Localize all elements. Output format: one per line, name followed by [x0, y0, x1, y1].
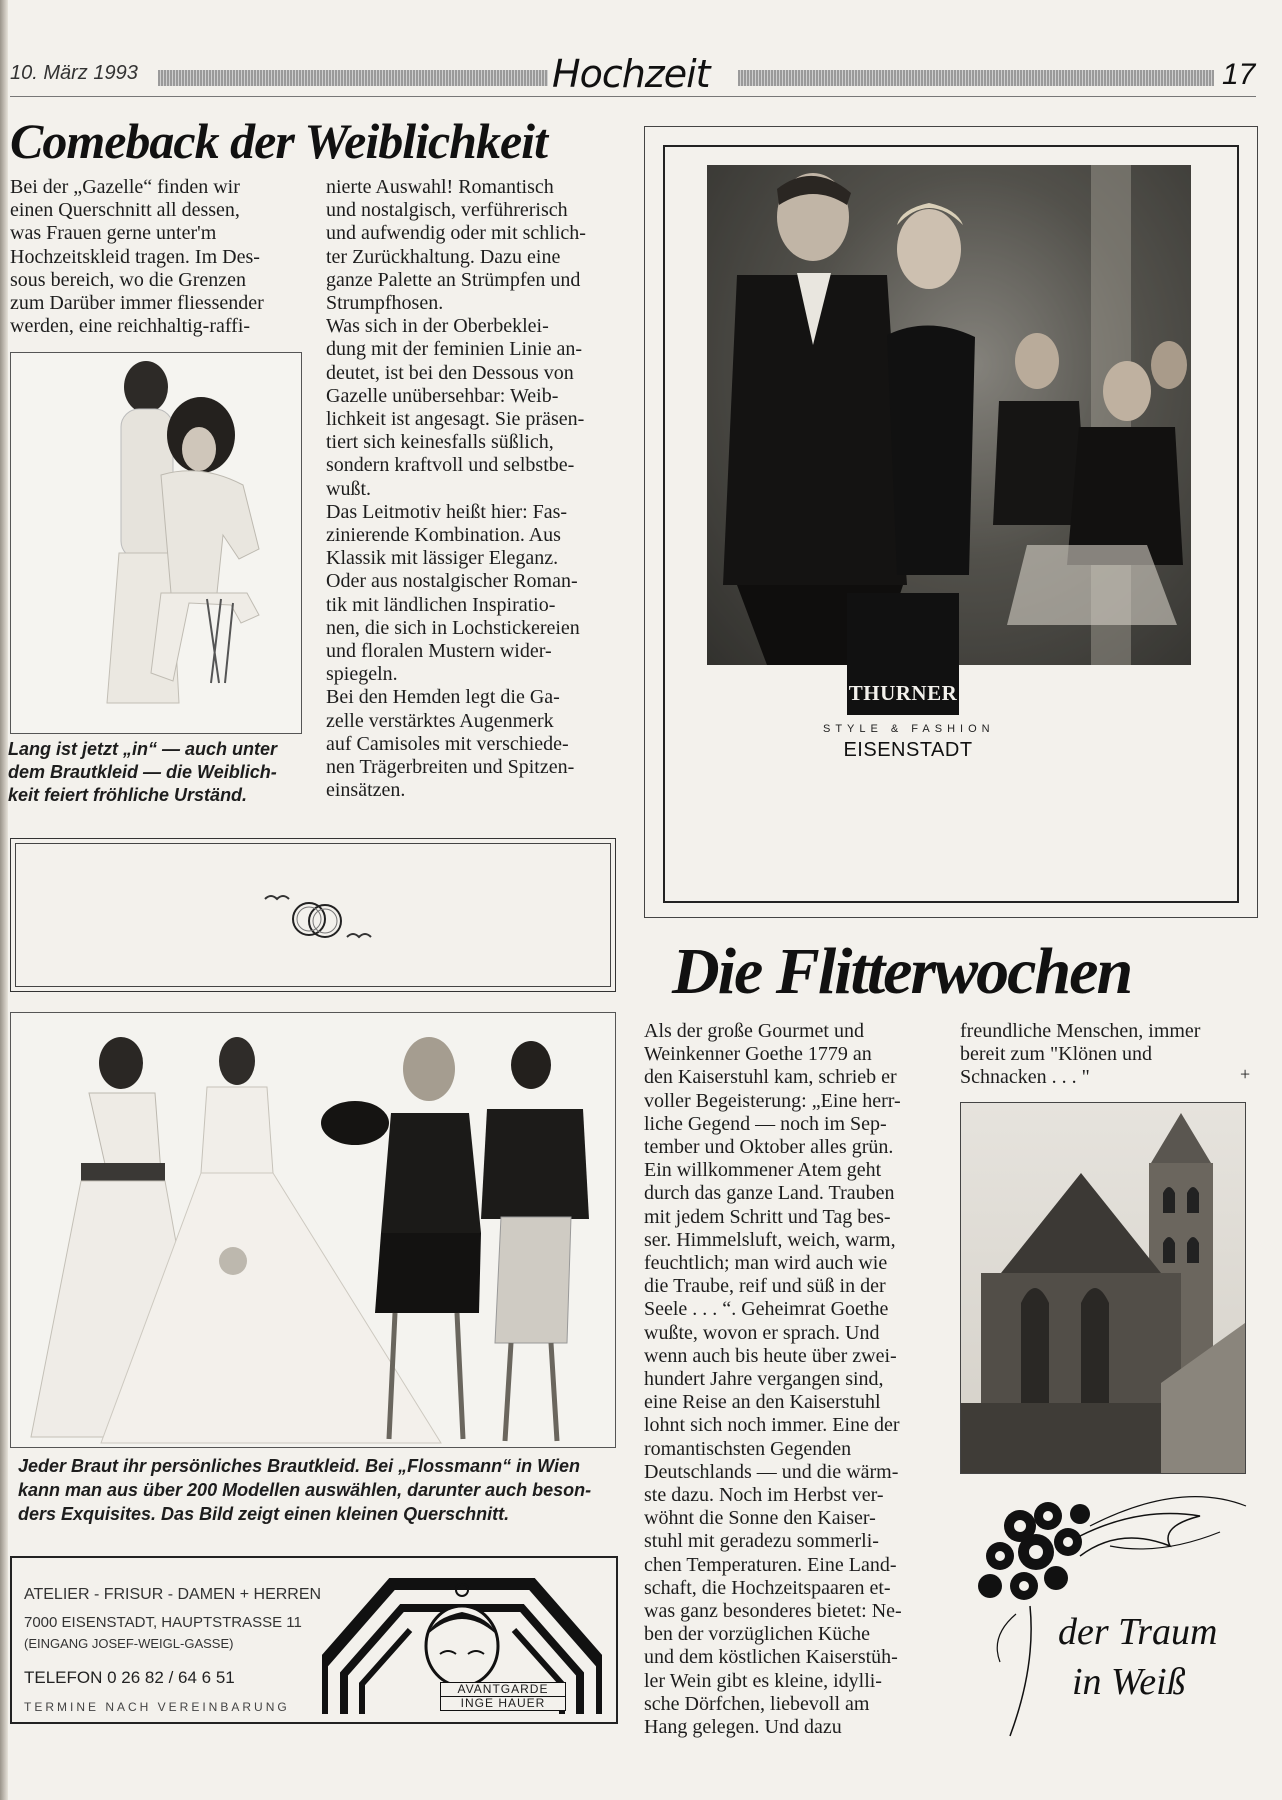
- avantgarde-appointments: TERMINE NACH VEREINBARUNG: [24, 1700, 290, 1714]
- thurner-ad: [644, 126, 1258, 918]
- article2-end-mark: +: [1240, 1064, 1251, 1084]
- page-number: 17: [1222, 58, 1256, 91]
- bridal-photo-caption: Jeder Braut ihr persönliches Brautkleid. Bei „Flossmann“ in Wien kann man aus über 200 Modellen auswählen, darunter auch beson- ders Exquisites. Das Bild zeigt einen kleinen Querschnitt.: [18, 1456, 592, 1524]
- avantgarde-services: ATELIER - FRISUR - DAMEN + HERREN: [24, 1586, 322, 1603]
- avantgarde-ad: [10, 1556, 618, 1724]
- wedding-rings-icon: [257, 889, 387, 949]
- header-rule-left: [158, 70, 548, 86]
- thurner-tagline: STYLE & FASHION: [823, 723, 995, 735]
- header-rule-right: [738, 70, 1214, 86]
- thurner-logo-text: THURNER: [848, 681, 958, 705]
- tuxedo-models-photo: [707, 165, 1191, 665]
- lingerie-photo: [10, 352, 302, 734]
- article1-headline: Comeback der Weiblichkeit: [10, 113, 547, 169]
- thurner-city: EISENSTADT: [843, 739, 973, 761]
- avantgarde-logo-text: [440, 1682, 566, 1711]
- avantgarde-logo-owner: INGE HAUER: [440, 1697, 566, 1711]
- church-photo: [960, 1102, 1246, 1474]
- header-date: 10. März 1993: [10, 62, 138, 84]
- article2-column2: freundliche Menschen, immer bereit zum "Klönen und Schnacken . . . ": [960, 1020, 1201, 1089]
- header-section-title: Hochzeit: [552, 52, 710, 96]
- traum-line1: der Traum: [1058, 1611, 1218, 1653]
- avantgarde-phone: TELEFON 0 26 82 / 64 6 51: [24, 1668, 235, 1687]
- page-binding-edge: [0, 0, 8, 1800]
- article1-column1: Bei der „Gazelle“ finden wir einen Querschnitt all dessen, was Frauen gerne unter'm Hochzeitskleid tragen. Im Des- sous bereich, wo die Grenzen zum Darüber immer fliessender werden, eine reichhaltig-raffi-: [10, 176, 264, 338]
- header-underline: [10, 96, 1256, 97]
- bridal-dresses-photo: [10, 1012, 616, 1448]
- article2-column1: Als der große Gourmet und Weinkenner Goethe 1779 an den Kaiserstuhl kam, schrieb er voller Begeisterung: „Eine herr- liche Gegend — noch im Sep- tember und Oktober alles grün. Ein willkommener Atem geht durch das ganze Land. Trauben mit jedem Schritt und Tag bes- ser. Himmelsluft, weich, warm, feuchtlich; man wird auch wie die Traube, reif und süß in der Seele . . . “. Geheimrat Goethe wußte, wovon er sprach. Und wenn auch bis heute über zwei- hundert Jahre vergangen sind, eine Reise an den Kaiserstuhl lohnt sich noch immer. Eine der romantischsten Gegenden Deutschlands — und die wärm- ste dazu. Noch im Herbst ver- wöhnt die Sonne den Kaiser- stuhl mit geradezu sommerli- chen Temperaturen. Eine Land- schaft, die Hochzeitspaaren et- was ganz besonderes bietet: Ne- ben der vorzüglichen Küche und dem köstlichen Kaiserstüh- ler Wein gibt es kleine, idylli- sche Dörfchen, liebevoll am Hang gelegen. Und dazu: [644, 1020, 902, 1739]
- avantgarde-logo-name: AVANTGARDE: [440, 1682, 566, 1697]
- avantgarde-entrance: (EINGANG JOSEF-WEIGL-GASSE): [24, 1636, 234, 1651]
- traum-line2: in Weiß: [1072, 1661, 1186, 1703]
- thurner-logo-box: [847, 593, 959, 715]
- lingerie-photo-caption: Lang ist jetzt „in“ — auch unter dem Brautkleid — die Weiblich- keit feiert fröhliche Urständ.: [8, 739, 278, 805]
- rings-ad-box: [10, 838, 616, 992]
- article2-headline: Die Flitterwochen: [672, 935, 1132, 1008]
- avantgarde-address: 7000 EISENSTADT, HAUPTSTRASSE 11: [24, 1614, 302, 1631]
- article1-column2: nierte Auswahl! Romantisch und nostalgisch, verführerisch und aufwendig oder mit schlich- ter Zurückhaltung. Dazu eine ganze Palette an Strümpfen und Strumpfhosen. Was sich in der Oberbeklei- dung mit der feminien Linie an- deutet, ist bei den Dessous von Gazelle unübersehbar: Weib- lichkeit ist angesagt. Sie präsen- tiert sich keinesfalls süßlich, sondern kraftvoll und selbstbe- wußt. Das Leitmotiv heißt hier: Fas- zinierende Kombination. Aus Klassik mit lässiger Eleganz. Oder aus nostalgischer Roman- tik mit ländlichen Inspiratio- nen, die sich in Lochstickereien und floralen Mustern wider- spiegeln. Bei den Hemden legt die Ga- zelle verstärktes Augenmerk auf Camisoles mit verschiede- nen Trägerbreiten und Spitzen- einsätzen.: [326, 176, 586, 802]
- traum-in-weiss-ad: [960, 1486, 1256, 1746]
